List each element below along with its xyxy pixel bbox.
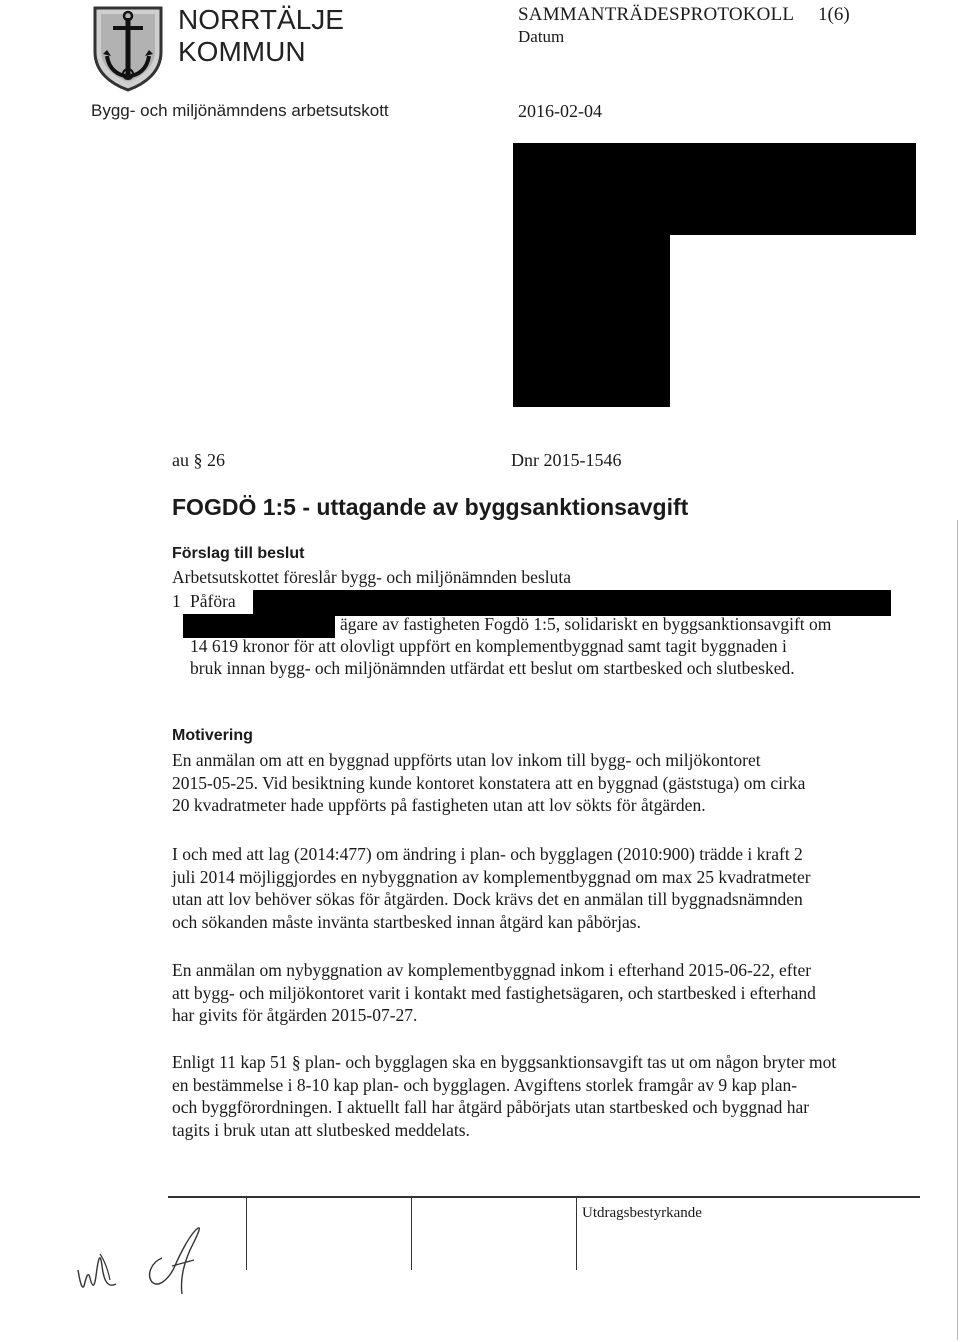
paragraph-line: en bestämmelse i 8-10 kap plan- och bygglagen. Avgiftens storlek framgår av 9 kap plan- <box>172 1074 798 1095</box>
paragraph-line: har givits för åtgärden 2015-07-27. <box>172 1005 418 1025</box>
signature-box-divider <box>411 1198 412 1270</box>
footer-divider <box>168 1196 920 1198</box>
extract-certification-label: Utdragsbestyrkande <box>582 1205 702 1221</box>
org-name-line1: NORRTÄLJE <box>178 4 344 35</box>
motivation-paragraph-4 <box>172 1051 912 1141</box>
paragraph-line: I och med att lag (2014:477) om ändring i plan- och bygglagen (2010:900) trädde i kraft 2 <box>172 844 803 864</box>
scan-edge-mark <box>957 520 958 1340</box>
paragraph-line: att bygg- och miljökontoret varit i kontakt med fastighetsägaren, och startbesked i efterhand <box>172 982 816 1003</box>
paragraph-line: tagits i bruk utan att slutbesked meddelats. <box>172 1119 470 1140</box>
paragraph-line: utan att lov behöver sökas för åtgärden. Dock krävs det en anmälan till byggnadsnämnden <box>172 889 803 909</box>
date-label: Datum <box>518 27 565 46</box>
paragraph-line: En anmälan om att en byggnad uppförts utan lov inkom till bygg- och miljökontoret <box>172 750 761 770</box>
handwritten-initials <box>70 1220 220 1300</box>
paragraph-line: Enligt 11 kap 51 § plan- och bygglagen ska en byggsanktionsavgift tas ut om någon bryter mot <box>172 1052 837 1072</box>
redaction-block <box>513 143 916 235</box>
paragraph-reference: au § 26 <box>172 450 225 470</box>
signature-box-divider <box>246 1198 247 1270</box>
redaction-block <box>513 235 670 407</box>
proposal-intro: Arbetsutskottet föreslår bygg- och miljönämnden besluta <box>172 567 572 587</box>
paragraph-line: En anmälan om nybyggnation av komplementbyggnad inkom i efterhand 2015-06-22, efter <box>172 960 812 980</box>
section-heading-motivation: Motivering <box>172 727 253 744</box>
signature-box-divider <box>576 1198 577 1270</box>
org-name-line2: KOMMUN <box>178 36 306 67</box>
meeting-date: 2016-02-04 <box>518 101 602 121</box>
motivation-paragraph-2 <box>172 843 912 933</box>
paragraph-line: och byggförordningen. I aktuellt fall har åtgärd påbörjats utan startbesked och byggnad har <box>172 1097 810 1117</box>
committee-name: Bygg- och miljönämndens arbetsutskott <box>91 101 389 120</box>
proposal-item-lead: Påföra <box>190 591 236 611</box>
proposal-item-line: ägare av fastigheten Fogdö 1:5, solidariskt en byggsanktionsavgift om <box>340 614 832 634</box>
case-title: FOGDÖ 1:5 - uttagande av byggsanktionsavgift <box>172 494 689 520</box>
page-number: 1(6) <box>818 4 850 25</box>
proposal-item-line: 14 619 kronor för att olovligt uppfört en komplementbyggnad samt tagit byggnaden i <box>190 636 787 656</box>
proposal-item-number: 1 <box>172 591 181 611</box>
paragraph-line: och sökanden måste invänta startbesked innan åtgärd kan påbörjas. <box>172 911 641 932</box>
paragraph-line: juli 2014 möjliggjordes en nybyggnation av komplementbyggnad om max 25 kvadratmeter <box>172 866 811 887</box>
proposal-item-line: bruk innan bygg- och miljönämnden utfärdat ett beslut om startbesked och slutbesked. <box>190 658 795 678</box>
motivation-paragraph-1 <box>172 749 912 817</box>
document-type: SAMMANTRÄDESPROTOKOLL <box>518 4 795 25</box>
paragraph-line: 20 kvadratmeter hade uppförts på fastigheten utan att lov sökts för åtgärden. <box>172 795 706 815</box>
motivation-paragraph-3 <box>172 959 912 1027</box>
paragraph-line: 2015-05-25. Vid besiktning kunde kontoret konstatera att en byggnad (gäststuga) om cirka <box>172 772 806 793</box>
diary-number: Dnr 2015-1546 <box>511 450 622 470</box>
section-heading-proposal: Förslag till beslut <box>172 545 305 562</box>
municipality-crest-icon <box>91 4 165 92</box>
